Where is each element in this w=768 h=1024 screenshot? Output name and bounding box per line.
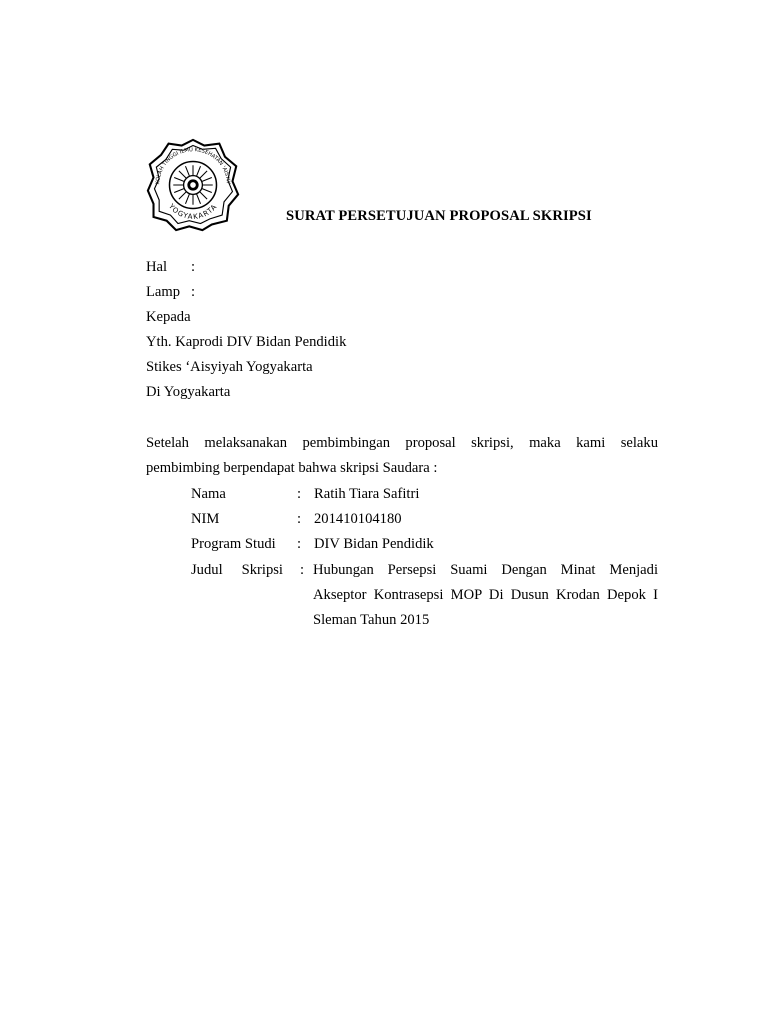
- judul-value-line-3: Sleman Tahun 2015: [313, 612, 430, 628]
- judul-colon: :: [300, 562, 305, 578]
- nim-value: 201410104180: [314, 511, 402, 527]
- judul-value-line-2: Akseptor Kontrasepsi MOP Di Dusun Krodan Depok I: [313, 587, 658, 603]
- prodi-label: Program Studi: [191, 536, 276, 552]
- prodi-colon: :: [297, 536, 302, 552]
- judul-value-line-1: Hubungan Persepsi Suami Dengan Minat Menjadi: [313, 562, 658, 578]
- document-title: SURAT PERSETUJUAN PROPOSAL SKRIPSI: [286, 208, 592, 224]
- recipient-greeting: Kepada: [146, 309, 191, 325]
- body-paragraph-line-1: Setelah melaksanakan pembimbingan proposal skripsi, maka kami selaku: [146, 435, 658, 451]
- lamp-colon: :: [191, 284, 196, 300]
- judul-label: Judul Skripsi: [191, 562, 283, 578]
- recipient-line-1: Yth. Kaprodi DIV Bidan Pendidik: [146, 334, 347, 350]
- svg-text:SEKOLAH TINGGI ILMU KESEHATAN: KOLAH TINGGI ILMU KESEHATAN 'AISYIY: [155, 147, 231, 185]
- nim-label: NIM: [191, 511, 220, 527]
- nim-colon: :: [297, 511, 302, 527]
- recipient-line-2: Stikes ‘Aisyiyah Yogyakarta: [146, 359, 313, 375]
- institution-seal-icon: [146, 138, 240, 232]
- hal-colon: :: [191, 259, 196, 275]
- recipient-line-3: Di Yogyakarta: [146, 384, 231, 400]
- body-paragraph-line-2: pembimbing berpendapat bahwa skripsi Saudara :: [146, 460, 438, 476]
- hal-label: Hal: [146, 259, 168, 275]
- nama-label: Nama: [191, 486, 226, 502]
- lamp-label: Lamp: [146, 284, 181, 300]
- prodi-value: DIV Bidan Pendidik: [314, 536, 434, 552]
- svg-text:YOGYAKARTA: YOGYAKARTA: [167, 201, 220, 221]
- nama-colon: :: [297, 486, 302, 502]
- nama-value: Ratih Tiara Safitri: [314, 486, 420, 502]
